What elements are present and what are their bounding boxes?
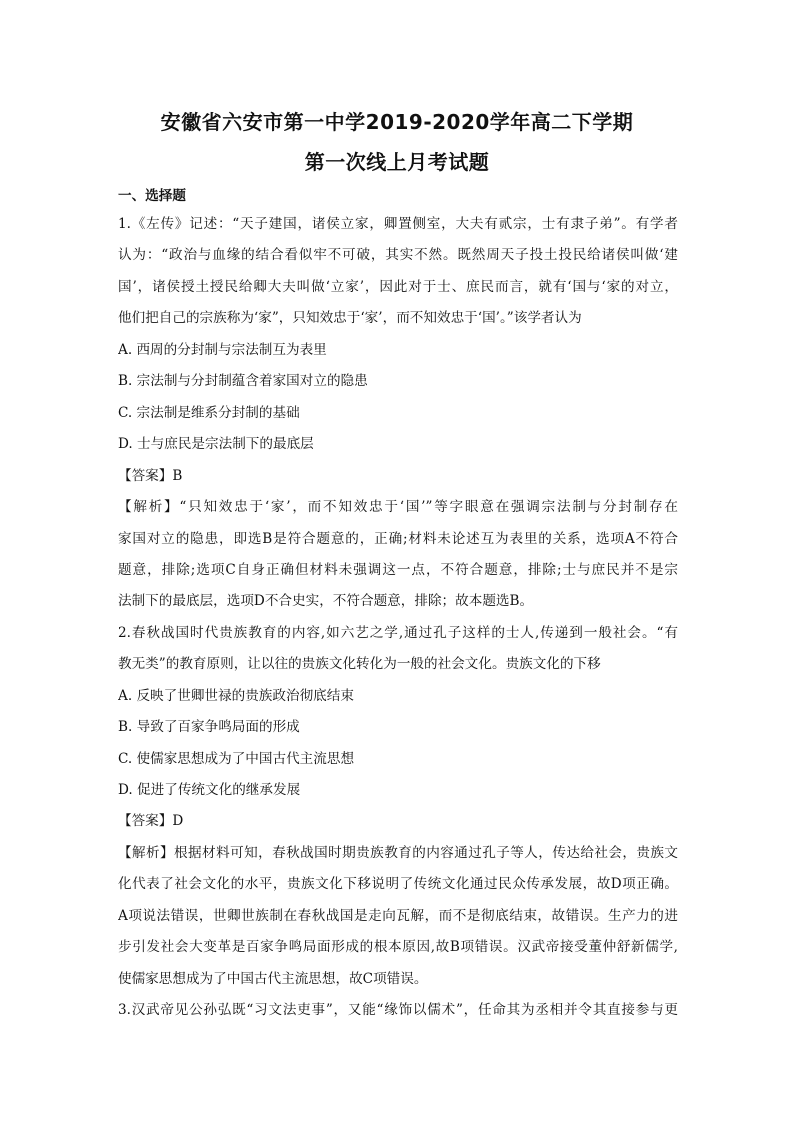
q1-stem-line-4: 他们把自己的宗族称为‘家”，只知效忠于‘家’，而不知效忠于‘国’。”该学者认为 (118, 310, 582, 326)
q2-option-c: C. 使儒家思想成为了中国古代主流思想 (118, 751, 355, 767)
q1-analysis-line-3: 题意，排除;选项C自身正确但材料未强调这一点，不符合题意，排除;士与庶民并不是宗 (118, 562, 678, 578)
q2-option-d: D. 促进了传统文化的继承发展 (118, 782, 301, 798)
q2-stem-line-2: 教无类”的教育原则，让以往的贵族文化转化为一般的社会文化。贵族文化的下移 (118, 656, 601, 672)
q2-analysis-line-5: 使儒家思想成为了中国古代主流思想，故C项错误。 (118, 971, 428, 987)
q1-option-c: C. 宗法制是维系分封制的基础 (118, 405, 300, 421)
q2-analysis-line-2: 化代表了社会文化的水平，贵族文化下移说明了传统文化通过民众传承发展，故D项正确。 (118, 876, 678, 892)
q2-analysis-line-4: 步引发社会大变革是百家争鸣局面形成的根本原因,故B项错误。汉武帝接受董仲舒新儒学, (118, 939, 678, 955)
q1-option-d: D. 士与庶民是宗法制下的最底层 (118, 436, 314, 452)
document-title-line-1: 安徽省六安市第一中学2019-2020学年高二下学期 (160, 110, 634, 134)
q2-analysis-line-1: 【解析】根据材料可知，春秋战国时期贵族教育的内容通过孔子等人，传达给社会，贵族文 (118, 845, 678, 861)
q1-analysis-line-2: 家国对立的隐患，即选B是符合题意的，正确;材料未论述互为表里的关系，选项A不符合 (118, 531, 678, 547)
q1-analysis-line-1: 【解析】“只知效忠于‘家’，而不知效忠于‘国’”等字眼意在强调宗法制与分封制存在 (118, 499, 678, 515)
section-heading: 一、选择题 (118, 188, 186, 204)
q1-option-a: A. 西周的分封制与宗法制互为表里 (118, 342, 327, 358)
q2-answer: 【答案】D (118, 813, 184, 829)
document-title-line-2: 第一次线上月考试题 (304, 150, 490, 174)
q2-stem-line-1: 2.春秋战国时代贵族教育的内容,如六艺之学,通过孔子这样的士人,传递到一般社会。“有 (118, 625, 678, 641)
q1-answer: 【答案】B (118, 468, 183, 484)
q1-stem-line-2: 认为：“政治与血缘的结合看似牢不可破，其实不然。既然周天子投土投民给诸侯叫做‘建 (118, 247, 678, 263)
q3-stem-line-1: 3.汉武帝见公孙弘既“习文法吏事”，又能“缘饰以儒术”，任命其为丞相并令其直接参与更 (118, 1002, 678, 1018)
q1-analysis-line-4: 法制下的最底层，选项D不合史实，不符合题意，排除；故本题选B。 (118, 593, 534, 609)
q2-analysis-line-3: A项说法错误，世卿世族制在春秋战国是走向瓦解，而不是彻底结束，故错误。生产力的进 (118, 908, 678, 924)
q1-stem-line-1: 1.《左传》记述：“天子建国，诸侯立家，卿置侧室，大夫有贰宗，士有隶子弟”。有学者 (118, 216, 678, 232)
q2-option-b: B. 导致了百家争鸣局面的形成 (118, 719, 300, 735)
q1-stem-line-3: 国’，诸侯授土授民给卿大夫叫做‘立家’，因此对于士、庶民而言，就有‘国与‘家的对立， (118, 279, 678, 295)
q1-option-b: B. 宗法制与分封制蕴含着家国对立的隐患 (118, 373, 368, 389)
q2-option-a: A. 反映了世卿世禄的贵族政治彻底结束 (118, 688, 354, 704)
